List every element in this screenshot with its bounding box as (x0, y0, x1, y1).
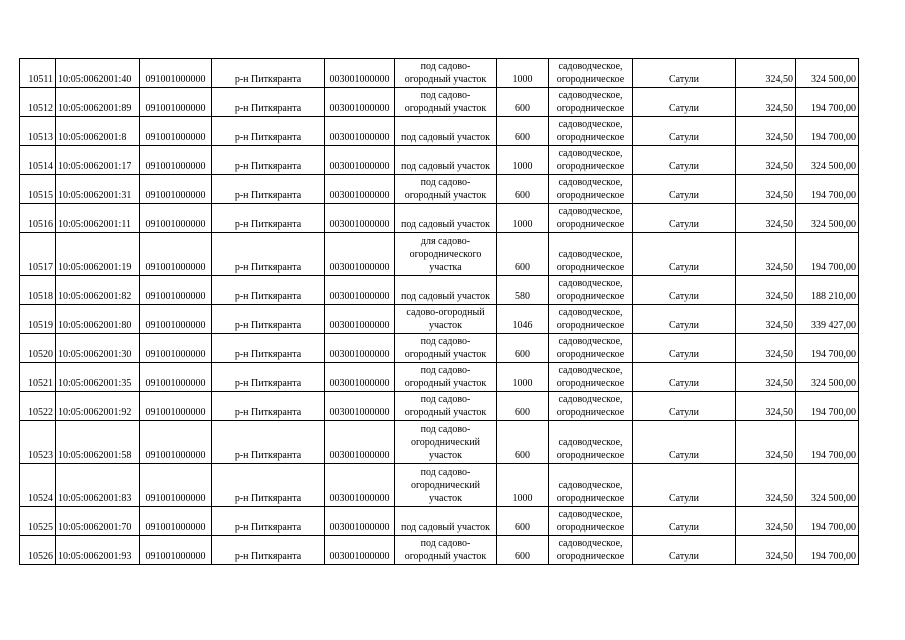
permitted-use-cell (395, 204, 497, 233)
cadastral-value-cell: 324 500,00 (796, 363, 859, 392)
land-category-cell (549, 233, 633, 276)
district-name-cell: р-н Питкяранта (212, 363, 325, 392)
permitted-use-cell (395, 276, 497, 305)
record-number-cell: 10520 (20, 334, 56, 363)
specific-value-cell: 324,50 (736, 536, 796, 565)
cadastral-number-cell: 10:05:0062001:8 (56, 117, 140, 146)
land-category-line: садоводческое, (558, 307, 623, 318)
permitted-use-line: под садово- (420, 538, 471, 549)
land-category-cell (549, 276, 633, 305)
object-code-cell: 003001000000 (325, 464, 395, 507)
cadastral-number-cell: 10:05:0062001:30 (56, 334, 140, 363)
permitted-use-cell (395, 464, 497, 507)
permitted-use-line: под садово- (420, 467, 471, 478)
land-category-cell (549, 305, 633, 334)
table-row (20, 392, 859, 421)
object-code-cell: 003001000000 (325, 204, 395, 233)
cadastral-value-cell: 324 500,00 (796, 204, 859, 233)
plot-area-cell: 600 (497, 117, 549, 146)
record-number-cell: 10516 (20, 204, 56, 233)
cadastral-number-cell: 10:05:0062001:93 (56, 536, 140, 565)
land-category-line: садоводческое, (558, 538, 623, 549)
permitted-use-line: огородный участок (404, 551, 487, 562)
land-category-cell (549, 204, 633, 233)
cadastral-number-cell: 10:05:0062001:89 (56, 88, 140, 117)
record-number-cell: 10518 (20, 276, 56, 305)
permitted-use-line: под садово- (420, 90, 471, 101)
plot-area-cell: 600 (497, 233, 549, 276)
land-category-line: садоводческое, (558, 119, 623, 130)
okato-code-cell: 091001000000 (140, 507, 212, 536)
record-number-cell: 10521 (20, 363, 56, 392)
plot-area-cell: 600 (497, 421, 549, 464)
specific-value-cell: 324,50 (736, 421, 796, 464)
cadastral-value-cell: 194 700,00 (796, 233, 859, 276)
land-category-line: огородническое (556, 493, 625, 504)
table-row (20, 536, 859, 565)
cadastral-value-cell: 194 700,00 (796, 334, 859, 363)
permitted-use-line: под садовый участок (400, 161, 491, 172)
cadastral-number-cell: 10:05:0062001:82 (56, 276, 140, 305)
cadastral-number-cell: 10:05:0062001:83 (56, 464, 140, 507)
object-code-cell: 003001000000 (325, 146, 395, 175)
land-category-line: садоводческое, (558, 206, 623, 217)
land-category-line: огородническое (556, 161, 625, 172)
land-category-line: садоводческое, (558, 177, 623, 188)
object-code-cell: 003001000000 (325, 536, 395, 565)
plot-area-cell: 1000 (497, 204, 549, 233)
land-category-line: огородническое (556, 407, 625, 418)
permitted-use-line: огородный участок (404, 74, 487, 85)
record-number-cell: 10517 (20, 233, 56, 276)
okato-code-cell: 091001000000 (140, 88, 212, 117)
permitted-use-cell (395, 233, 497, 276)
object-code-cell: 003001000000 (325, 233, 395, 276)
okato-code-cell: 091001000000 (140, 175, 212, 204)
land-category-cell (549, 507, 633, 536)
permitted-use-line: под садовый участок (400, 522, 491, 533)
permitted-use-line: под садовый участок (400, 132, 491, 143)
object-code-cell: 003001000000 (325, 305, 395, 334)
object-code-cell: 003001000000 (325, 175, 395, 204)
cadastral-value-cell: 194 700,00 (796, 88, 859, 117)
land-category-line: садоводческое, (558, 437, 623, 448)
object-code-cell: 003001000000 (325, 88, 395, 117)
permitted-use-line: огородный участок (404, 349, 487, 360)
land-category-line: садоводческое, (558, 278, 623, 289)
okato-code-cell: 091001000000 (140, 363, 212, 392)
permitted-use-cell (395, 363, 497, 392)
locality-cell: Сатули (633, 421, 736, 464)
land-category-cell (549, 421, 633, 464)
permitted-use-line: огородный участок (404, 190, 487, 201)
table-row (20, 59, 859, 88)
permitted-use-line: участка (429, 262, 462, 273)
district-name-cell: р-н Питкяранта (212, 305, 325, 334)
permitted-use-line: огородный участок (404, 103, 487, 114)
permitted-use-line: под садово- (420, 61, 471, 72)
district-name-cell: р-н Питкяранта (212, 146, 325, 175)
land-category-line: огородническое (556, 378, 625, 389)
land-category-line: огородническое (556, 219, 625, 230)
plot-area-cell: 600 (497, 536, 549, 565)
permitted-use-line: огороднический (410, 480, 481, 491)
permitted-use-line: садово-огородный (406, 307, 485, 318)
district-name-cell: р-н Питкяранта (212, 88, 325, 117)
record-number-cell: 10524 (20, 464, 56, 507)
plot-area-cell: 1000 (497, 146, 549, 175)
land-category-line: садоводческое, (558, 249, 623, 260)
district-name-cell: р-н Питкяранта (212, 276, 325, 305)
locality-cell: Сатули (633, 146, 736, 175)
permitted-use-line: под садово- (420, 365, 471, 376)
specific-value-cell: 324,50 (736, 175, 796, 204)
land-category-line: садоводческое, (558, 480, 623, 491)
table-row (20, 334, 859, 363)
object-code-cell: 003001000000 (325, 363, 395, 392)
specific-value-cell: 324,50 (736, 305, 796, 334)
land-category-line: огородническое (556, 132, 625, 143)
land-category-line: садоводческое, (558, 509, 623, 520)
okato-code-cell: 091001000000 (140, 117, 212, 146)
table-row (20, 233, 859, 276)
plot-area-cell: 1046 (497, 305, 549, 334)
table-row (20, 88, 859, 117)
permitted-use-line: участок (428, 493, 462, 504)
land-register-table (19, 58, 859, 565)
record-number-cell: 10511 (20, 59, 56, 88)
land-category-line: садоводческое, (558, 365, 623, 376)
okato-code-cell: 091001000000 (140, 276, 212, 305)
record-number-cell: 10513 (20, 117, 56, 146)
object-code-cell: 003001000000 (325, 507, 395, 536)
permitted-use-cell (395, 305, 497, 334)
cadastral-value-cell: 324 500,00 (796, 464, 859, 507)
land-category-cell (549, 392, 633, 421)
specific-value-cell: 324,50 (736, 276, 796, 305)
okato-code-cell: 091001000000 (140, 305, 212, 334)
permitted-use-line: под садовый участок (400, 291, 491, 302)
permitted-use-cell (395, 175, 497, 204)
locality-cell: Сатули (633, 88, 736, 117)
locality-cell: Сатули (633, 392, 736, 421)
land-category-cell (549, 117, 633, 146)
district-name-cell: р-н Питкяранта (212, 464, 325, 507)
plot-area-cell: 1000 (497, 363, 549, 392)
plot-area-cell: 1000 (497, 464, 549, 507)
record-number-cell: 10526 (20, 536, 56, 565)
specific-value-cell: 324,50 (736, 334, 796, 363)
table-row (20, 421, 859, 464)
cadastral-number-cell: 10:05:0062001:17 (56, 146, 140, 175)
permitted-use-line: огородный участок (404, 407, 487, 418)
land-category-line: огородническое (556, 551, 625, 562)
district-name-cell: р-н Питкяранта (212, 175, 325, 204)
land-category-line: садоводческое, (558, 336, 623, 347)
locality-cell: Сатули (633, 276, 736, 305)
specific-value-cell: 324,50 (736, 117, 796, 146)
land-category-line: огородническое (556, 103, 625, 114)
object-code-cell: 003001000000 (325, 59, 395, 88)
locality-cell: Сатули (633, 175, 736, 204)
plot-area-cell: 600 (497, 507, 549, 536)
cadastral-number-cell: 10:05:0062001:92 (56, 392, 140, 421)
cadastral-number-cell: 10:05:0062001:31 (56, 175, 140, 204)
permitted-use-cell (395, 146, 497, 175)
specific-value-cell: 324,50 (736, 88, 796, 117)
land-category-cell (549, 88, 633, 117)
locality-cell: Сатули (633, 334, 736, 363)
land-category-cell (549, 59, 633, 88)
cadastral-number-cell: 10:05:0062001:58 (56, 421, 140, 464)
specific-value-cell: 324,50 (736, 59, 796, 88)
record-number-cell: 10514 (20, 146, 56, 175)
land-category-line: садоводческое, (558, 394, 623, 405)
district-name-cell: р-н Питкяранта (212, 392, 325, 421)
okato-code-cell: 091001000000 (140, 421, 212, 464)
district-name-cell: р-н Питкяранта (212, 233, 325, 276)
cadastral-value-cell: 339 427,00 (796, 305, 859, 334)
land-category-cell (549, 146, 633, 175)
land-category-line: огородническое (556, 190, 625, 201)
land-category-line: огородническое (556, 291, 625, 302)
plot-area-cell: 600 (497, 88, 549, 117)
object-code-cell: 003001000000 (325, 421, 395, 464)
land-category-cell (549, 175, 633, 204)
plot-area-cell: 600 (497, 334, 549, 363)
district-name-cell: р-н Питкяранта (212, 507, 325, 536)
record-number-cell: 10512 (20, 88, 56, 117)
cadastral-value-cell: 188 210,00 (796, 276, 859, 305)
cadastral-value-cell: 194 700,00 (796, 175, 859, 204)
land-category-line: огородническое (556, 522, 625, 533)
okato-code-cell: 091001000000 (140, 59, 212, 88)
locality-cell: Сатули (633, 204, 736, 233)
specific-value-cell: 324,50 (736, 363, 796, 392)
plot-area-cell: 600 (497, 175, 549, 204)
permitted-use-cell (395, 421, 497, 464)
specific-value-cell: 324,50 (736, 507, 796, 536)
locality-cell: Сатули (633, 305, 736, 334)
cadastral-value-cell: 194 700,00 (796, 536, 859, 565)
okato-code-cell: 091001000000 (140, 392, 212, 421)
specific-value-cell: 324,50 (736, 233, 796, 276)
district-name-cell: р-н Питкяранта (212, 334, 325, 363)
table-row (20, 146, 859, 175)
land-category-line: огородническое (556, 349, 625, 360)
okato-code-cell: 091001000000 (140, 536, 212, 565)
cadastral-number-cell: 10:05:0062001:11 (56, 204, 140, 233)
table-row (20, 464, 859, 507)
permitted-use-line: огороднического (409, 249, 482, 260)
table-row (20, 175, 859, 204)
permitted-use-cell (395, 88, 497, 117)
specific-value-cell: 324,50 (736, 464, 796, 507)
locality-cell: Сатули (633, 59, 736, 88)
permitted-use-line: участок (428, 450, 462, 461)
locality-cell: Сатули (633, 464, 736, 507)
locality-cell: Сатули (633, 507, 736, 536)
cadastral-value-cell: 324 500,00 (796, 146, 859, 175)
permitted-use-line: под садово- (420, 424, 471, 435)
district-name-cell: р-н Питкяранта (212, 59, 325, 88)
okato-code-cell: 091001000000 (140, 146, 212, 175)
locality-cell: Сатули (633, 233, 736, 276)
cadastral-value-cell: 194 700,00 (796, 507, 859, 536)
permitted-use-cell (395, 507, 497, 536)
district-name-cell: р-н Питкяранта (212, 117, 325, 146)
cadastral-value-cell: 194 700,00 (796, 117, 859, 146)
permitted-use-cell (395, 117, 497, 146)
record-number-cell: 10523 (20, 421, 56, 464)
plot-area-cell: 1000 (497, 59, 549, 88)
table-row (20, 204, 859, 233)
specific-value-cell: 324,50 (736, 204, 796, 233)
land-register-body (20, 59, 859, 565)
cadastral-value-cell: 324 500,00 (796, 59, 859, 88)
land-category-line: огородническое (556, 450, 625, 461)
land-category-cell (549, 536, 633, 565)
land-category-cell (549, 334, 633, 363)
permitted-use-line: под садово- (420, 336, 471, 347)
object-code-cell: 003001000000 (325, 392, 395, 421)
permitted-use-line: участок (428, 320, 462, 331)
okato-code-cell: 091001000000 (140, 204, 212, 233)
okato-code-cell: 091001000000 (140, 334, 212, 363)
table-row (20, 117, 859, 146)
district-name-cell: р-н Питкяранта (212, 536, 325, 565)
permitted-use-line: огородный участок (404, 378, 487, 389)
table-row (20, 276, 859, 305)
permitted-use-cell (395, 392, 497, 421)
object-code-cell: 003001000000 (325, 117, 395, 146)
permitted-use-line: под садово- (420, 394, 471, 405)
cadastral-number-cell: 10:05:0062001:35 (56, 363, 140, 392)
plot-area-cell: 580 (497, 276, 549, 305)
record-number-cell: 10519 (20, 305, 56, 334)
land-category-cell (549, 363, 633, 392)
cadastral-number-cell: 10:05:0062001:70 (56, 507, 140, 536)
land-category-cell (549, 464, 633, 507)
table-row (20, 305, 859, 334)
permitted-use-cell (395, 59, 497, 88)
locality-cell: Сатули (633, 536, 736, 565)
object-code-cell: 003001000000 (325, 276, 395, 305)
cadastral-number-cell: 10:05:0062001:40 (56, 59, 140, 88)
land-category-line: садоводческое, (558, 148, 623, 159)
specific-value-cell: 324,50 (736, 146, 796, 175)
permitted-use-line: для садово- (420, 236, 471, 247)
cadastral-number-cell: 10:05:0062001:80 (56, 305, 140, 334)
okato-code-cell: 091001000000 (140, 233, 212, 276)
permitted-use-line: под садово- (420, 177, 471, 188)
cadastral-value-cell: 194 700,00 (796, 421, 859, 464)
land-category-line: садоводческое, (558, 61, 623, 72)
district-name-cell: р-н Питкяранта (212, 204, 325, 233)
locality-cell: Сатули (633, 117, 736, 146)
cadastral-value-cell: 194 700,00 (796, 392, 859, 421)
permitted-use-cell (395, 536, 497, 565)
permitted-use-line: огороднический (410, 437, 481, 448)
specific-value-cell: 324,50 (736, 392, 796, 421)
record-number-cell: 10522 (20, 392, 56, 421)
district-name-cell: р-н Питкяранта (212, 421, 325, 464)
locality-cell: Сатули (633, 363, 736, 392)
land-category-line: огородническое (556, 262, 625, 273)
object-code-cell: 003001000000 (325, 334, 395, 363)
land-category-line: садоводческое, (558, 90, 623, 101)
table-row (20, 507, 859, 536)
permitted-use-line: под садовый участок (400, 219, 491, 230)
permitted-use-cell (395, 334, 497, 363)
land-category-line: огородническое (556, 74, 625, 85)
table-row (20, 363, 859, 392)
cadastral-number-cell: 10:05:0062001:19 (56, 233, 140, 276)
record-number-cell: 10525 (20, 507, 56, 536)
plot-area-cell: 600 (497, 392, 549, 421)
land-category-line: огородническое (556, 320, 625, 331)
okato-code-cell: 091001000000 (140, 464, 212, 507)
record-number-cell: 10515 (20, 175, 56, 204)
